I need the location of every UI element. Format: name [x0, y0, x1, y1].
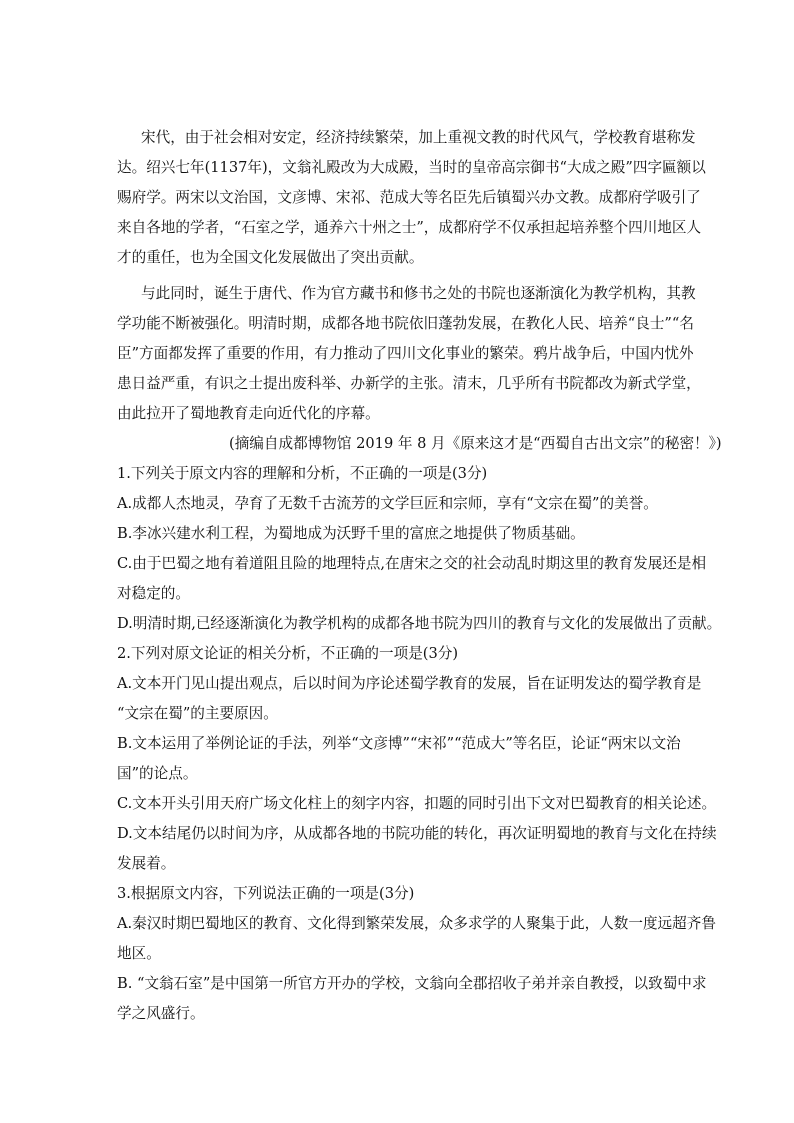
passage-p2-line-3: 臣”方面都发挥了重要的作用，有力推动了四川文化事业的繁荣。鸦片战争后，中国内忧外 [117, 345, 694, 362]
question-1-option-c-line-1: C.由于巴蜀之地有着道阻且险的地理特点,在唐宋之交的社会动乱时期这里的教育发展还是相 [117, 555, 707, 572]
question-2-option-a-line-1: A.文本开门见山提出观点，后以时间为序论述蜀学教育的发展，旨在证明发达的蜀学教育是 [117, 675, 702, 692]
passage-p1-line-4: 来自各地的学者，“石室之学，通养六十州之士”，成都府学不仅承担起培养整个四川地区人 [117, 219, 702, 236]
passage-p2-line-5: 由此拉开了蜀地教育走向近代化的序幕。 [117, 405, 380, 422]
question-1-option-b: B.李冰兴建水利工程，为蜀地成为沃野千里的富庶之地提供了物质基础。 [117, 525, 585, 542]
question-2-option-c: C.文本开头引用天府广场文化柱上的刻字内容，扣题的同时引出下文对巴蜀教育的相关论述。 [117, 795, 717, 812]
question-3-option-b-line-1: B. “文翁石室”是中国第一所官方开办的学校，文翁向全郡招收子弟并亲自教授，以致蜀中求 [117, 975, 707, 992]
question-2-option-d-line-1: D.文本结尾仍以时间为序，从成都各地的书院功能的转化，再次证明蜀地的教育与文化在持续 [117, 825, 717, 842]
question-2-option-b-line-2: 国”的论点。 [117, 765, 198, 782]
passage-p1-line-1: 宋代，由于社会相对安定，经济持续繁荣，加上重视文教的时代风气，学校教育堪称发 [141, 129, 696, 146]
question-2-option-b-line-1: B.文本运用了举例论证的手法，列举“文彦博”“宋祁”“范成大”等名臣，论证“两宋以文治 [117, 735, 681, 752]
question-2-option-a-line-2: “文宗在蜀”的主要原因。 [117, 705, 278, 722]
question-3-option-a-line-1: A.秦汉时期巴蜀地区的教育、文化得到繁荣发展，众多求学的人聚集于此，人数一度远超齐鲁 [117, 915, 716, 932]
passage-p2-line-2: 学功能不断被强化。明清时期，成都各地书院依旧蓬勃发展，在教化人民、培养“良士”“名 [117, 315, 694, 332]
passage-p2-line-4: 患日益严重，有识之士提出废科举、办新学的主张。清末，几乎所有书院都改为新式学堂， [117, 375, 701, 392]
question-1-stem: 1.下列关于原文内容的理解和分析，不正确的一项是(3分) [117, 465, 488, 482]
passage-p2-line-1: 与此同时，诞生于唐代、作为官方藏书和修书之处的书院也逐渐演化为教学机构，其教 [141, 285, 696, 302]
question-1-option-d: D.明清时期,已经逐渐演化为教学机构的成都各地书院为四川的教育与文化的发展做出了贡献。 [117, 615, 722, 632]
question-1-option-c-line-2: 对稳定的。 [117, 585, 190, 602]
passage-p1-line-5: 才的重任，也为全国文化发展做出了突出贡献。 [117, 249, 424, 266]
passage-p1-line-2: 达。绍兴七年(1137年)，文翁礼殿改为大成殿，当时的皇帝高宗御书“大成之殿”四字匾额以 [117, 159, 706, 176]
question-1-option-a: A.成都人杰地灵，孕育了无数千古流芳的文学巨匠和宗师，享有“文宗在蜀”的美誉。 [117, 495, 658, 512]
passage-source: (摘编自成都博物馆 2019 年 8 月《原来这才是“西蜀自古出文宗”的秘密！》) [229, 435, 722, 452]
question-2-option-d-line-2: 发展着。 [117, 855, 176, 872]
question-3-option-a-line-2: 地区。 [117, 945, 161, 962]
passage-p1-line-3: 赐府学。两宋以文治国，文彦博、宋祁、范成大等名臣先后镇蜀兴办文教。成都府学吸引了 [117, 189, 701, 206]
question-3-stem: 3.根据原文内容，下列说法正确的一项是(3分) [117, 885, 415, 902]
question-2-stem: 2.下列对原文论证的相关分析，不正确的一项是(3分) [117, 645, 459, 662]
question-3-option-b-line-2: 学之风盛行。 [117, 1005, 205, 1022]
